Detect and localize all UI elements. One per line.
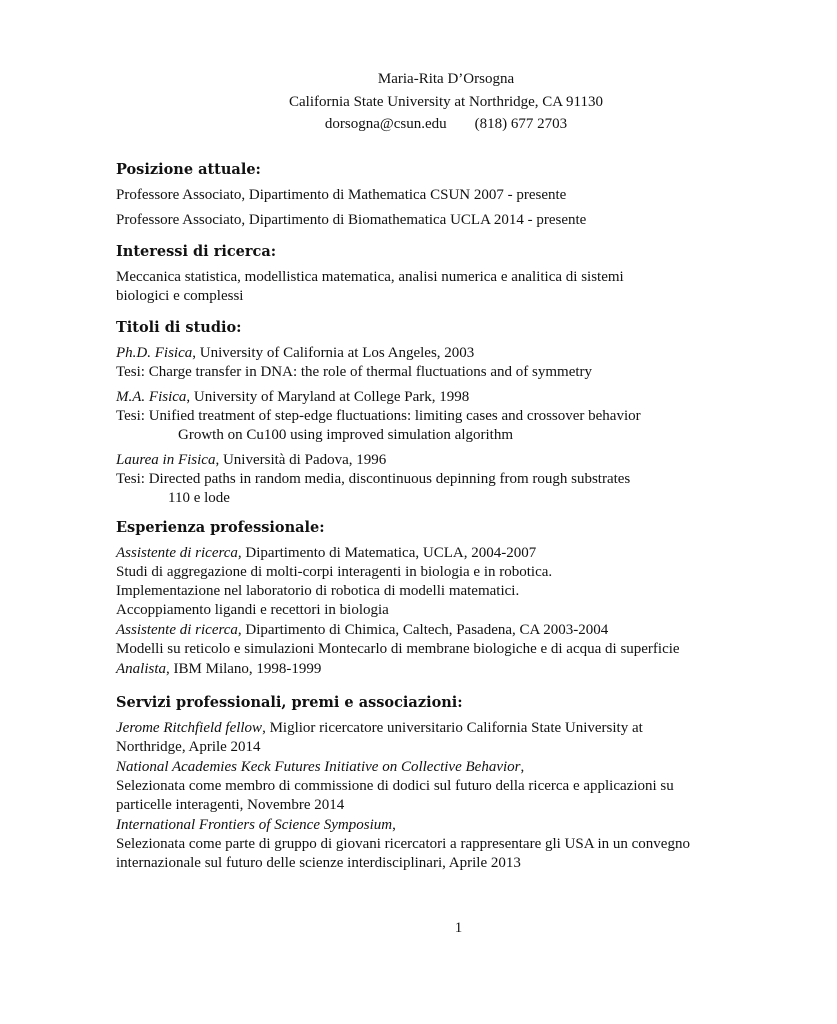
education-item [116,451,756,508]
service-title: Jerome Ritchfield fellow [116,719,263,736]
section-services [116,693,756,873]
contact-line [136,113,756,136]
role-details: , Dipartimento di Chimica, Caltech, Pasadena, CA 2003-2004 [237,621,609,638]
interests-text-line: biologici e complessi [116,287,244,304]
service-details: , Miglior ricercatore universitario California State University at [262,719,643,736]
degree-title: Laurea in Fisica [116,451,216,468]
service-item [116,758,756,815]
service-title: International Frontiers of Science Symposium [116,816,393,833]
degree-details: , University of California at Los Angeles, 2003 [192,344,475,361]
page-number: 1 [454,920,463,936]
experience-line: Modelli su reticolo e simulazioni Montecarlo di membrane biologiche e di acqua di superficie [116,640,680,657]
education-item [116,388,756,445]
service-details: , [392,816,396,833]
service-line: particelle interagenti, Novembre 2014 [116,796,345,813]
service-title: National Academies Keck Futures Initiative on Collective Behavior [116,758,521,775]
degree-title: M.A. Fisica [116,388,187,405]
thesis-continuation: Growth on Cu100 using improved simulation algorithm [178,426,513,443]
experience-line: Accoppiamento ligandi e recettori in biologia [116,601,389,618]
thesis-line: Tesi: Unified treatment of step-edge fluctuations: limiting cases and crossover behavior [116,407,641,424]
section-positions [116,160,756,230]
role-details: , IBM Milano, 1998-1999 [166,660,322,677]
degree-title: Ph.D. Fisica [116,344,193,361]
role-details: , Dipartimento di Matematica, UCLA, 2004-2007 [237,544,537,561]
service-line: internazionale sul futuro delle scienze interdisciplinari, Aprile 2013 [116,854,521,871]
section-interests [116,242,756,306]
experience-item [116,544,756,620]
degree-details: , Università di Padova, 1996 [215,451,387,468]
cv-page [116,68,756,874]
author-name: Maria-Rita D’Orsogna [377,71,515,87]
section-heading: Servizi professionali, premi e associazioni: [116,693,463,711]
service-details: , [520,758,525,775]
position-item: Professore Associato, Dipartimento di Biomathematica UCLA 2014 - presente [116,211,587,228]
author-affiliation: California State University at Northridge, CA 91130 [289,93,603,110]
interests-text-line: Meccanica statistica, modellistica matematica, analisi numerica e analitica di sistemi [116,268,624,285]
section-heading: Posizione attuale: [116,160,261,178]
service-line: Northridge, Aprile 2014 [116,738,261,755]
service-item [116,719,756,757]
experience-line: Implementazione nel laboratorio di robotica di modelli matematici. [116,582,520,599]
position-item: Professore Associato, Dipartimento di Mathematica CSUN 2007 - presente [116,186,567,203]
role-title: Assistente di ricerca [116,544,238,561]
role-title: Assistente di ricerca [116,621,238,638]
experience-item [116,660,756,679]
section-education [116,318,756,508]
section-heading: Titoli di studio: [116,318,242,336]
role-title: Analista [116,660,167,677]
service-item [116,816,756,873]
experience-item [116,621,756,659]
section-experience [116,518,756,679]
section-heading: Interessi di ricerca: [116,242,277,260]
service-line: Selezionata come parte di gruppo di giovani ricercatori a rappresentare gli USA in un convegno [116,835,690,852]
service-line: Selezionata come membro di commissione di dodici sul futuro della ricerca e applicazioni su [116,777,674,794]
section-heading: Esperienza professionale: [116,518,325,536]
experience-line: Studi di aggregazione di molti-corpi interagenti in biologia e in robotica. [116,563,553,580]
grade: 110 e lode [168,489,230,506]
degree-details: , University of Maryland at College Park, 1998 [186,388,470,405]
phone: (818) 677 2703 [474,116,568,132]
education-item [116,344,756,382]
cv-header [136,68,756,136]
thesis-line: Tesi: Charge transfer in DNA: the role of thermal fluctuations and of symmetry [116,363,593,380]
thesis-line: Tesi: Directed paths in random media, discontinuous depinning from rough substrates [116,470,631,487]
email: dorsogna@csun.edu [324,116,447,132]
